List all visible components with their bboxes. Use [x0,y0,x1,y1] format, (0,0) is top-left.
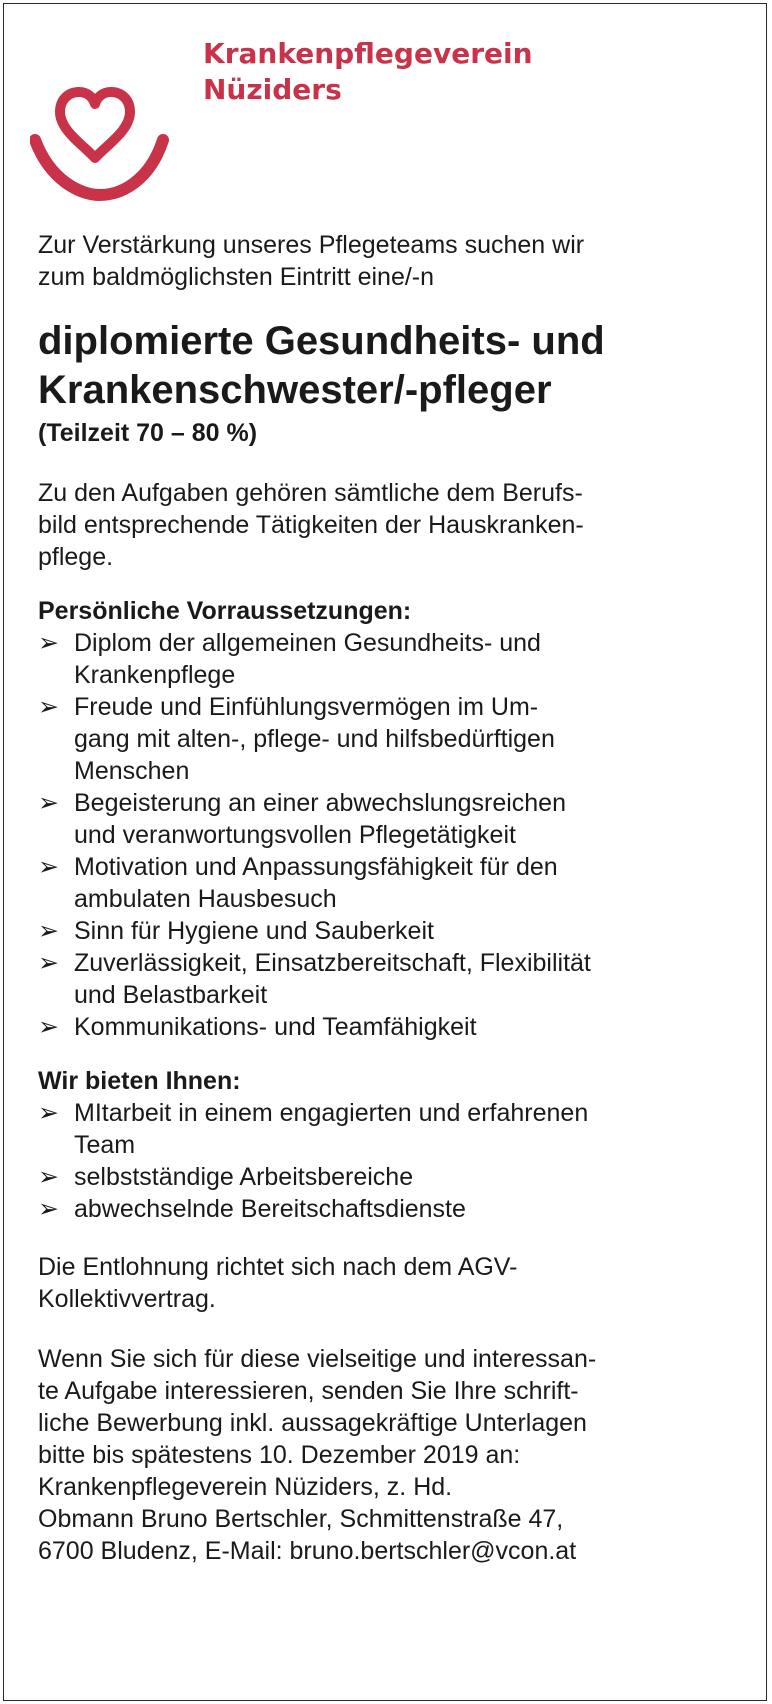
arrow-bullet-icon: ➢ [38,693,59,721]
list-item-line: ambulaten Hausbesuch [74,885,337,913]
heart-outline [60,92,130,158]
list-item [38,947,758,1011]
intro-line: Zur Verstärkung unseres Pflegeteams suchen wir [38,231,585,259]
list-item-line: Sinn für Hygiene und Sauberkeit [74,917,434,945]
list-item [38,787,758,851]
organization-name-line1: Krankenpflegeverein [203,37,533,70]
list-item-line: Menschen [74,757,190,785]
offers-list [38,1097,758,1225]
list-item-line: MItarbeit in einem engagierten und erfahrenen [74,1099,589,1127]
tasks-paragraph [38,477,758,573]
list-item [38,627,758,691]
intro-line: zum baldmöglichsten Eintritt eine/-n [38,263,435,291]
payment-paragraph [38,1251,758,1315]
arrow-bullet-icon: ➢ [38,629,59,657]
arrow-bullet-icon: ➢ [38,1099,59,1127]
job-subtitle: (Teilzeit 70 – 80 %) [38,419,258,447]
list-item [38,1097,758,1161]
list-item-line: abwechselnde Bereitschaftsdienste [74,1195,466,1223]
arrow-bullet-icon: ➢ [38,789,59,817]
list-item-line: gang mit alten-, pflege- und hilfsbedürftigen [74,725,555,753]
list-item-line: Team [74,1131,136,1159]
offers-heading: Wir bieten Ihnen: [38,1067,241,1095]
list-item-line: Diplom der allgemeinen Gesundheits- und [74,629,541,657]
list-item [38,851,758,915]
list-item-line: Krankenpflege [74,661,236,689]
list-item-line: und Belastbarkeit [74,981,268,1009]
application-line: Obmann Bruno Bertschler, Schmittenstraße 47, [38,1505,564,1533]
organization-name-line2: Nüziders [203,73,342,106]
list-item-line: Kommunikations- und Teamfähigkeit [74,1013,477,1041]
application-line: Wenn Sie sich für diese vielseitige und interessan- [38,1345,597,1373]
list-item [38,1011,758,1043]
payment-line: Die Entlohnung richtet sich nach dem AGV- [38,1253,518,1281]
arrow-bullet-icon: ➢ [38,1195,59,1223]
arrow-bullet-icon: ➢ [38,1013,59,1041]
job-title-line: diplomierte Gesundheits- und [38,319,605,363]
application-line: te Aufgabe interessieren, senden Sie Ihre schrift- [38,1377,579,1405]
application-line: bitte bis spätestens 10. Dezember 2019 an: [38,1441,521,1469]
list-item-line: selbstständige Arbeitsbereiche [74,1163,414,1191]
heart-smile-logo-icon [30,70,180,210]
application-line: liche Bewerbung inkl. aussagekräftige Unterlagen [38,1409,587,1437]
list-item-line: Freude und Einfühlungsvermögen im Um- [74,693,539,721]
list-item [38,1161,758,1193]
requirements-heading: Persönliche Vorraussetzungen: [38,597,412,625]
list-item-line: Motivation und Anpassungsfähigkeit für den [74,853,558,881]
list-item [38,691,758,787]
application-paragraph [38,1343,758,1567]
payment-line: Kollektivvertrag. [38,1285,216,1313]
arrow-bullet-icon: ➢ [38,853,59,881]
job-title [38,317,758,415]
tasks-line: pflege. [38,543,114,571]
arrow-bullet-icon: ➢ [38,1163,59,1191]
application-line: 6700 Bludenz, E-Mail: bruno.bertschler@vcon.at [38,1537,577,1565]
job-title-line: Krankenschwester/-pfleger [38,368,552,412]
arrow-bullet-icon: ➢ [38,949,59,977]
list-item-line: Begeisterung an einer abwechslungsreichen [74,789,566,817]
application-line: Krankenpflegeverein Nüziders, z. Hd. [38,1473,453,1501]
requirements-list [38,627,758,1043]
list-item-line: und veranwortungsvollen Pflegetätigkeit [74,821,516,849]
ad-content [38,229,758,1567]
arrow-bullet-icon: ➢ [38,917,59,945]
organization-name [203,36,533,108]
tasks-line: bild entsprechende Tätigkeiten der Hauskranken- [38,511,584,539]
list-item-line: Zuverlässigkeit, Einsatzbereitschaft, Flexibilität [74,949,591,977]
list-item [38,1193,758,1225]
tasks-line: Zu den Aufgaben gehören sämtliche dem Berufs- [38,479,583,507]
intro-text [38,229,758,293]
list-item [38,915,758,947]
